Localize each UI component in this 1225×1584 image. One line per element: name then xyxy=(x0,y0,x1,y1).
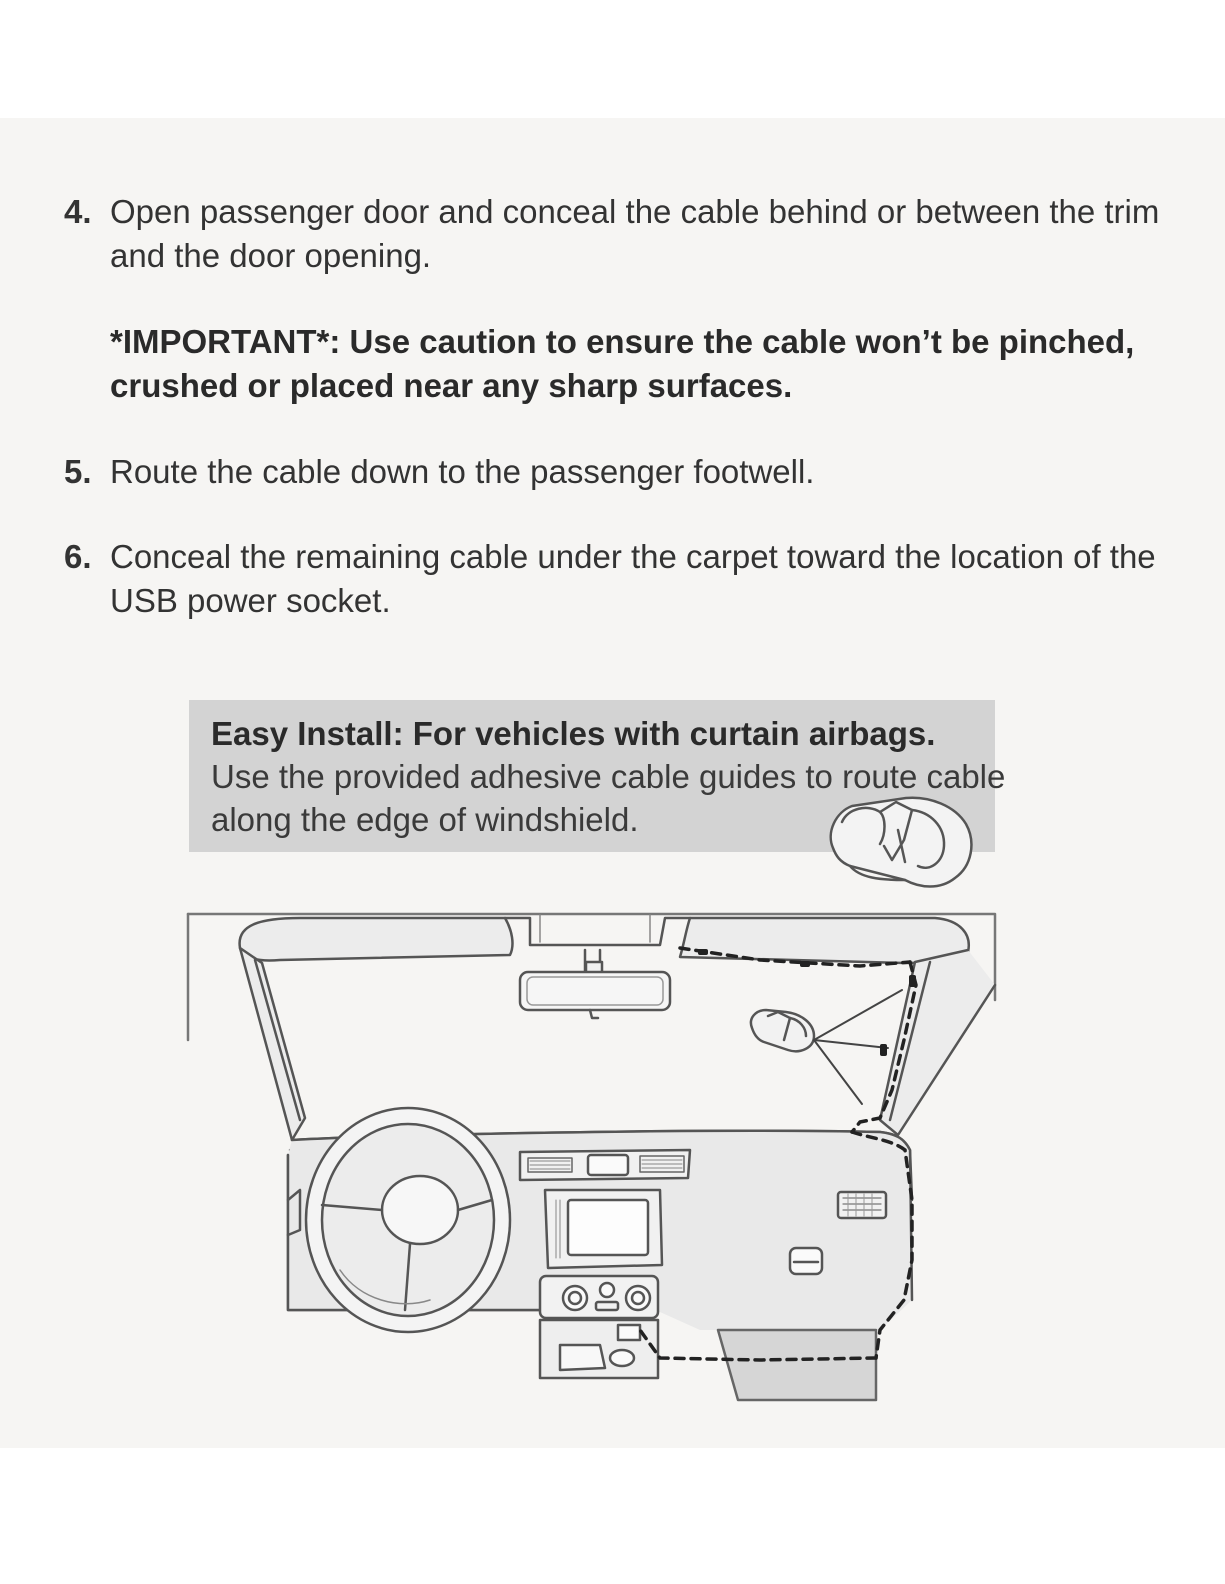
step-text: Open passenger door and conceal the cable behind or between the trim and the door opening. xyxy=(110,193,1160,274)
callout-heading: Easy Install: For vehicles with curtain airbags. xyxy=(211,715,936,752)
step-number: 4. xyxy=(64,193,92,230)
step-text: Conceal the remaining cable under the carpet toward the location of the USB power socket. xyxy=(110,538,1156,619)
step-number: 5. xyxy=(64,453,92,490)
step-number: 6. xyxy=(64,538,92,575)
small-cable-guide-icon xyxy=(751,1010,814,1051)
step-text: Route the cable down to the passenger footwell. xyxy=(110,453,815,490)
cable-guide-icon xyxy=(831,798,972,887)
callout-body: Use the provided adhesive cable guides to route cable along the edge of windshield. xyxy=(211,758,1006,838)
important-note: *IMPORTANT*: Use caution to ensure the cable won’t be pinched, crushed or placed near any sharp surfaces. xyxy=(110,323,1135,404)
